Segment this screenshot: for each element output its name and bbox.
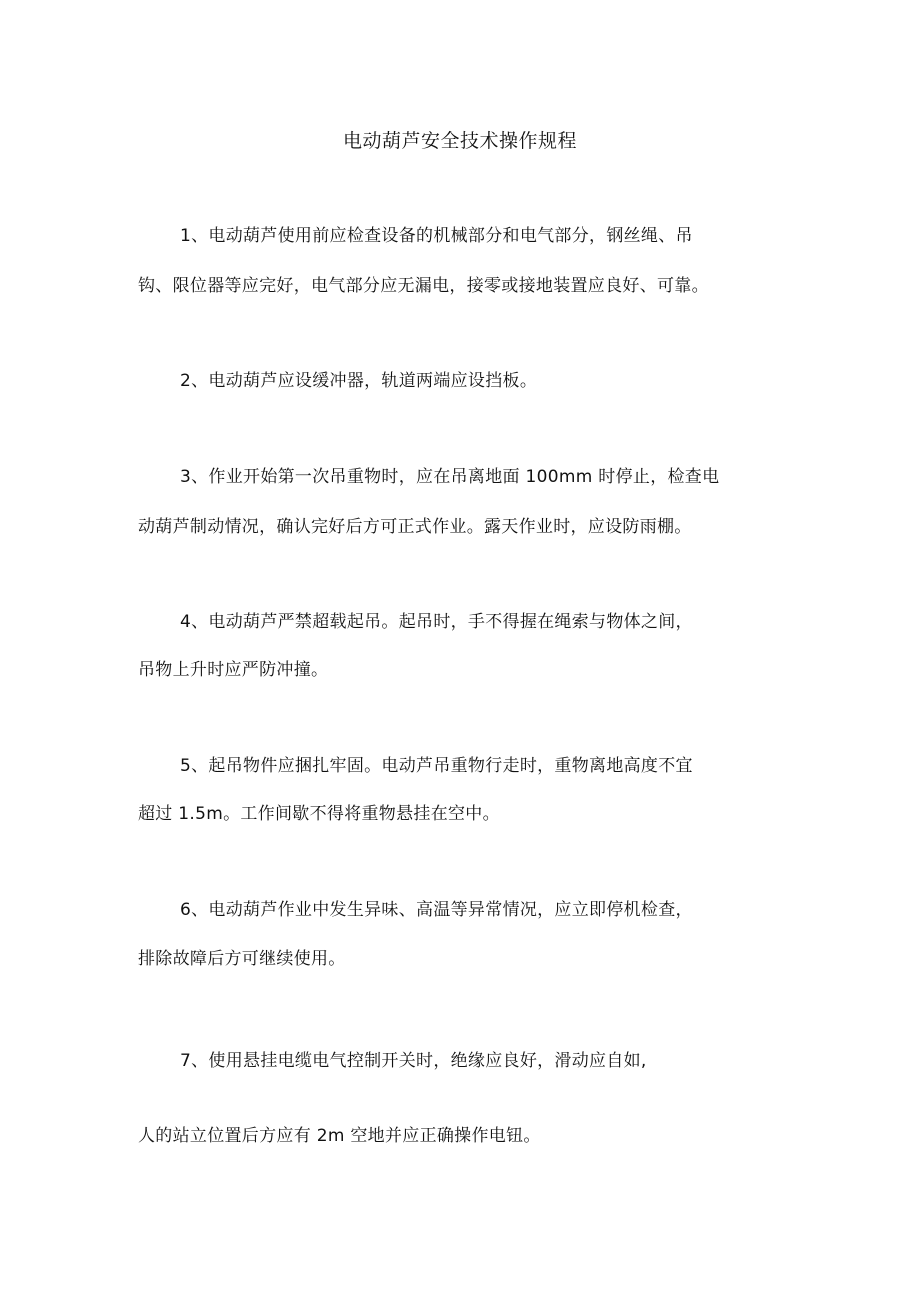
item-4-line-2: 吊物上升时应严防冲撞。 [138,660,329,680]
item-4-line-1: 4、电动葫芦严禁超载起吊。起吊时，手不得握在绳索与物体之间， [180,612,693,632]
item-5-line-2: 超过 1.5m。工作间歇不得将重物悬挂在空中。 [138,804,500,824]
item-6-line-1: 6、电动葫芦作业中发生异味、高温等异常情况，应立即停机检查， [180,900,693,920]
item-3-line-1: 3、作业开始第一次吊重物时，应在吊离地面 100mm 时停止，检查电 [180,467,720,487]
item-1-line-2: 钩、限位器等应完好，电气部分应无漏电，接零或接地装置应良好、可靠。 [138,276,709,296]
item-3-line-2: 动葫芦制动情况，确认完好后方可正式作业。露天作业时，应设防雨棚。 [138,517,692,537]
document-title: 电动葫芦安全技术操作规程 [342,130,577,152]
item-2-line-1: 2、电动葫芦应设缓冲器，轨道两端应设挡板。 [180,371,538,391]
item-1-line-1: 1、电动葫芦使用前应检查设备的机械部分和电气部分，钢丝绳、吊 [180,226,693,246]
item-6-line-2: 排除故障后方可继续使用。 [138,949,346,969]
item-7-line-2: 人的站立位置后方应有 2m 空地并应正确操作电钮。 [138,1126,541,1146]
item-7-line-1: 7、使用悬挂电缆电气控制开关时，绝缘应良好，滑动应自如, [180,1051,647,1071]
item-5-line-1: 5、起吊物件应捆扎牢固。电动芦吊重物行走时，重物离地高度不宜 [180,756,693,776]
